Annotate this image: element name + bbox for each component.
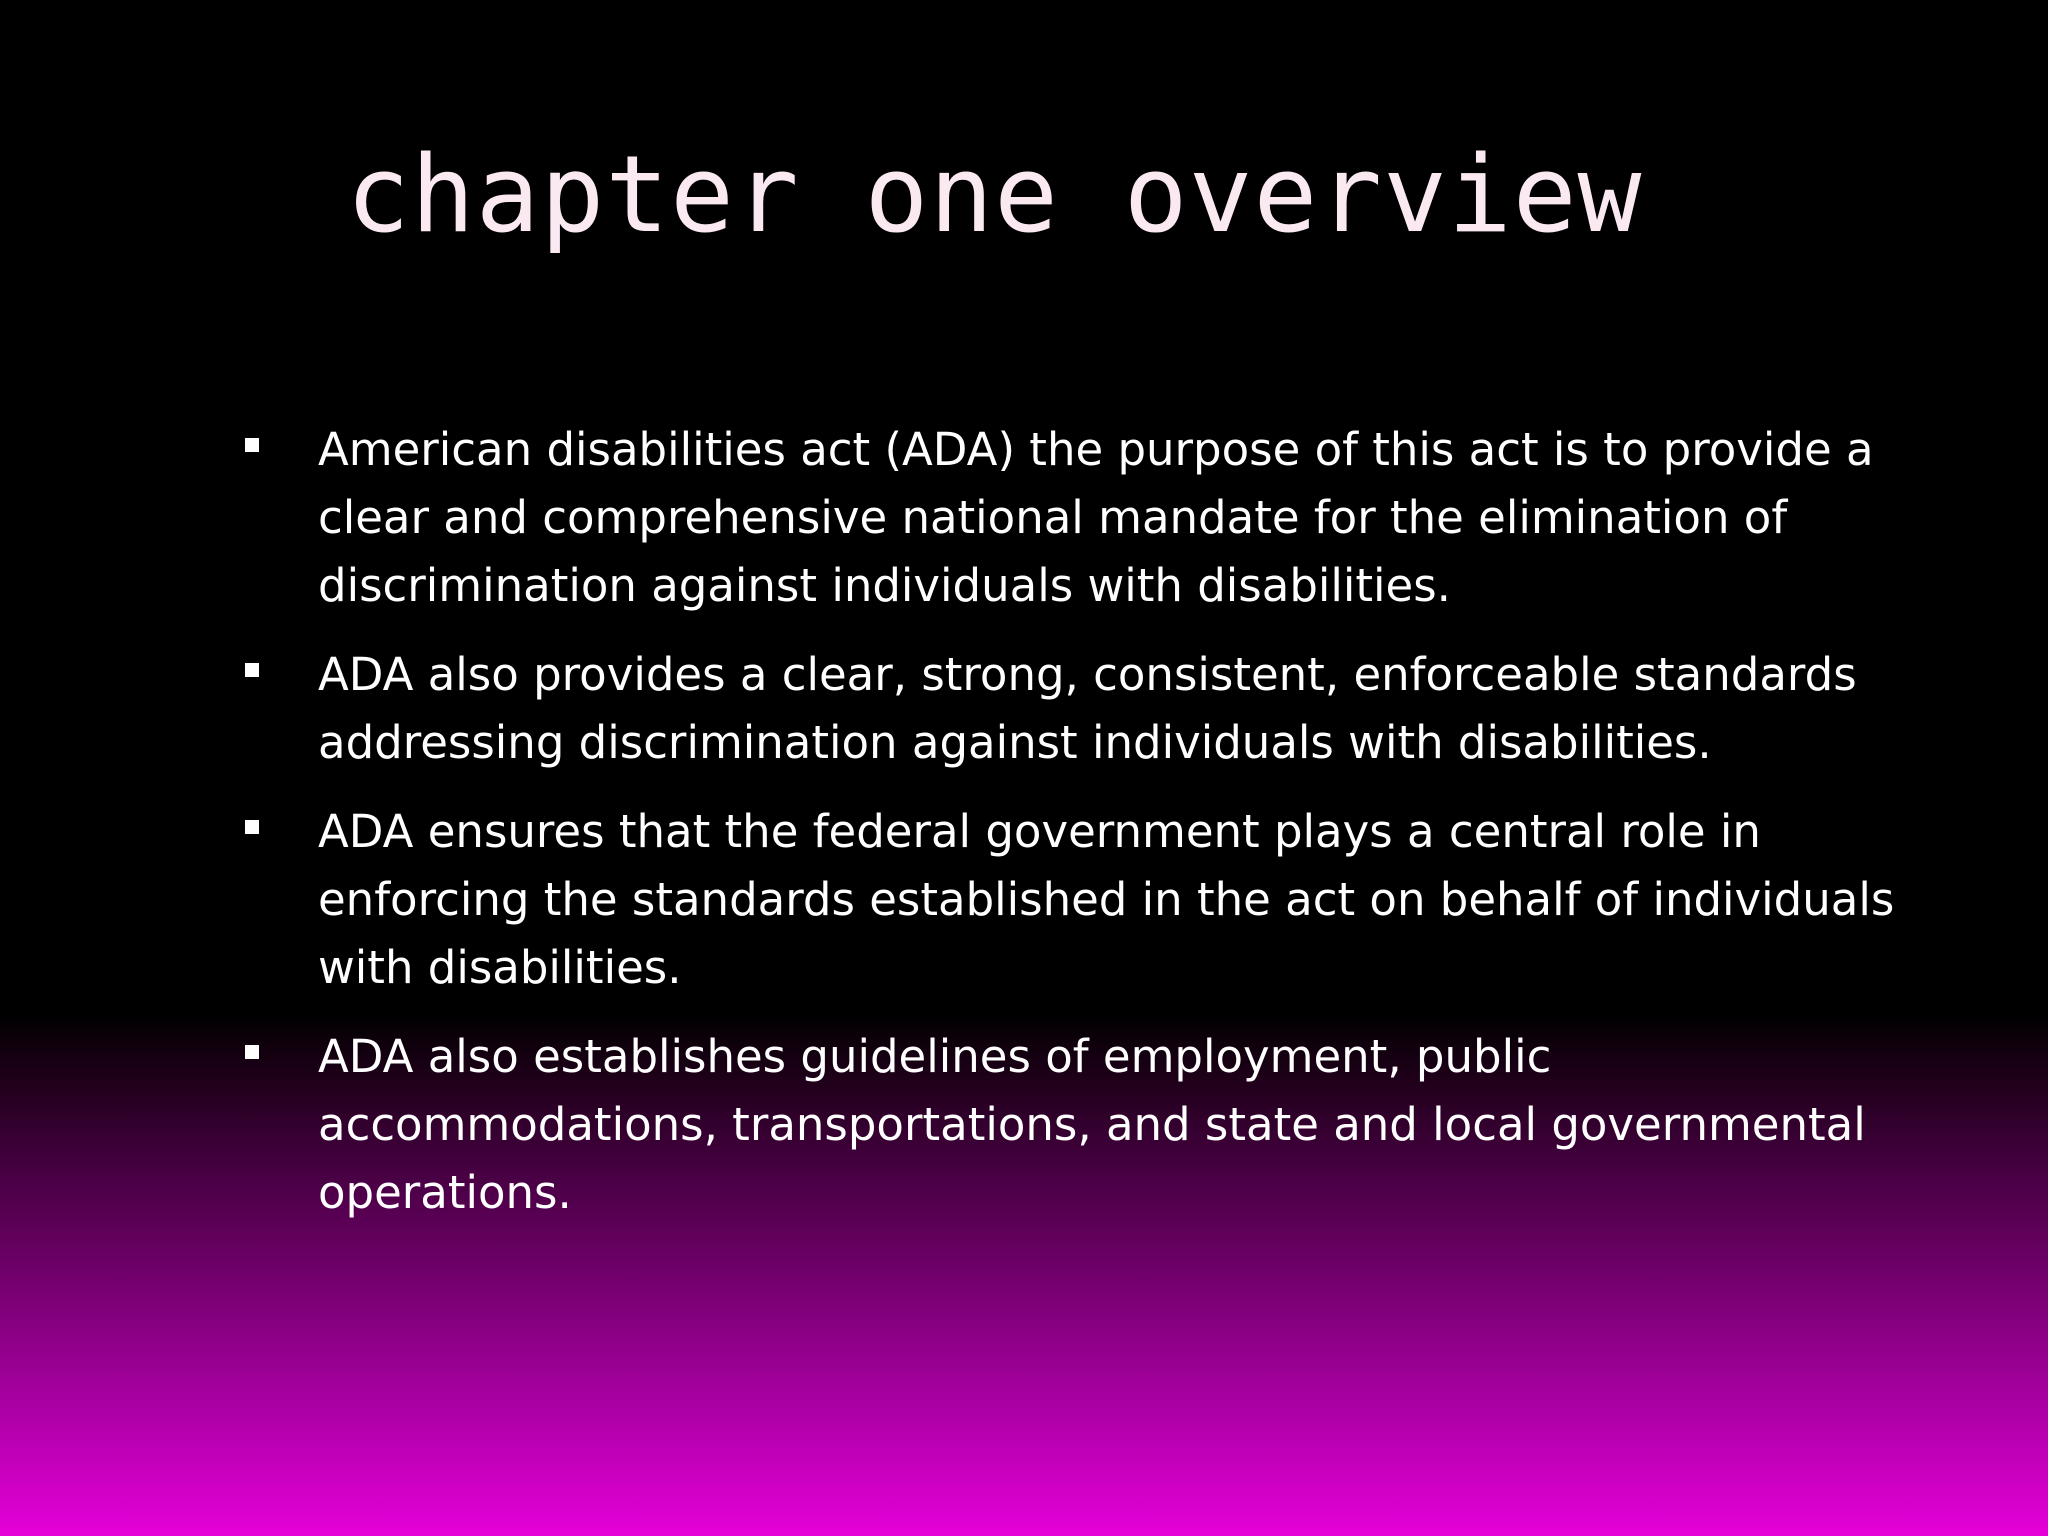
square-bullet-icon (245, 438, 259, 452)
bullet-text: American disabilities act (ADA) the purpose of this act is to provide a clear and comprehensive national mandate for the elimination of discrimination against individuals with disabilities. (318, 423, 1874, 612)
square-bullet-icon (245, 820, 259, 834)
bullet-item (240, 798, 1930, 1002)
slide-title: chapter one overview (346, 133, 1643, 256)
bullet-item (240, 416, 1930, 620)
bullet-text: ADA also establishes guidelines of employment, public accommodations, transportations, and state and local governmental operations. (318, 1030, 1866, 1219)
bullet-item (240, 1023, 1930, 1227)
bullet-text: ADA also provides a clear, strong, consistent, enforceable standards addressing discrimination against individuals with disabilities. (318, 648, 1857, 769)
square-bullet-icon (245, 663, 259, 677)
bullet-list (240, 416, 1930, 1248)
bullet-text: ADA ensures that the federal government plays a central role in enforcing the standards established in the act on behalf of individuals with disabilities. (318, 805, 1895, 994)
square-bullet-icon (245, 1045, 259, 1059)
bullet-item (240, 641, 1930, 777)
